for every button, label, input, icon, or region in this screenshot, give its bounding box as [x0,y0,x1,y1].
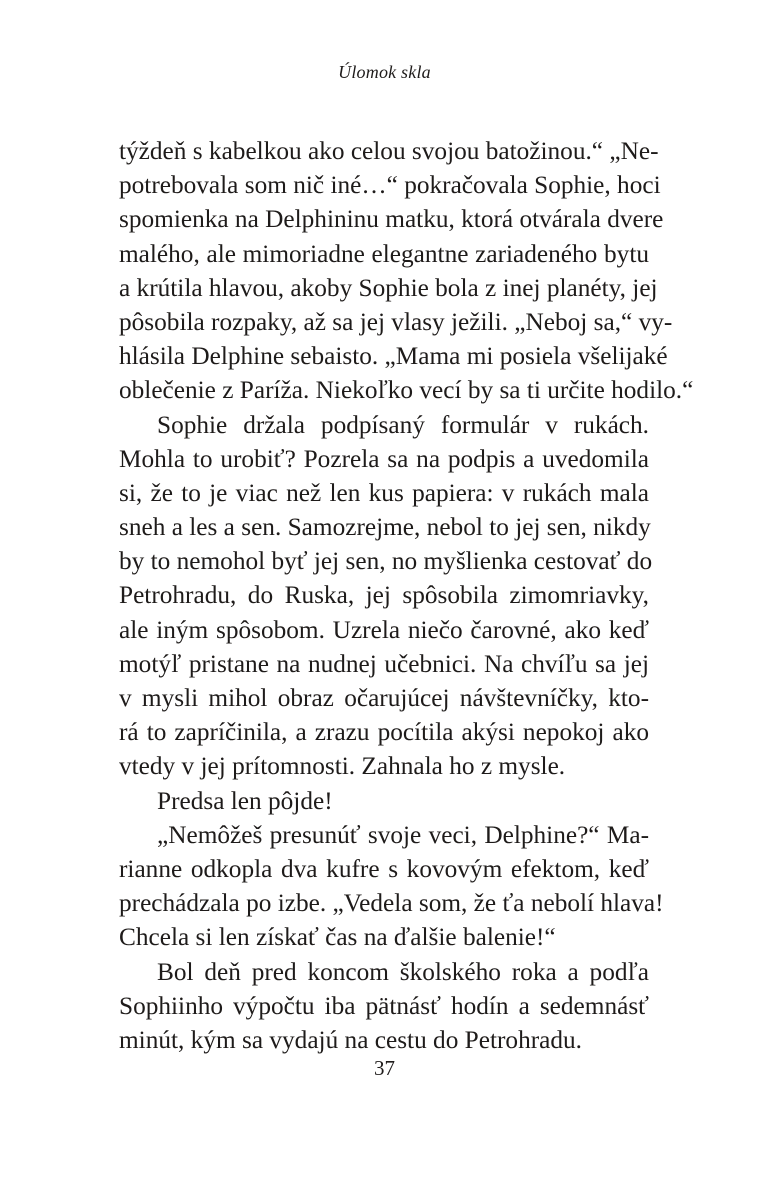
paragraph [119,134,694,408]
text-line: vtedy v jej prítomnosti. Zahnala ho z mysle. [119,752,566,781]
text-line: si, že to je viac než len kus papiera: v rukách mala [119,478,649,507]
text-line: Bol deň pred koncom školského roka a podľa [157,957,649,986]
text-line: potrebovala som nič iné…“ pokračovala Sophie, hoci [119,171,661,200]
text-line: Predsa len pôjde! [157,786,333,815]
paragraph [119,408,653,784]
text-line: prechádzala po izbe. „Vedela som, že ťa nebolí hlava! [119,889,664,918]
text-line: Mohla to urobiť? Pozrela sa na podpis a uvedomila [119,444,649,473]
text-line: rianne odkopla dva kufre s kovovým efektom, keď [119,854,649,883]
text-line: Sophie držala podpísaný formulár v rukách. [157,410,649,439]
text-line: oblečenie z Paríža. Niekoľko vecí by sa ti určite hodilo.“ [119,376,694,405]
page-number: 37 [374,1056,395,1080]
text-line: týždeň s kabelkou ako celou svojou batožinou.“ „Ne- [119,137,659,165]
text-line: v mysli mihol obraz očarujúcej návštevníčky, kto- [119,684,649,712]
text-line: pôsobila rozpaky, až sa jej vlasy ježili. „Neboj sa,“ vy- [119,307,673,336]
text-line: sneh a les a sen. Samozrejme, nebol to jej sen, nikdy [119,513,651,542]
body-text [119,134,694,1057]
text-line: minút, kým sa vydajú na cestu do Petrohradu. [119,1025,582,1054]
text-line: a krútila hlavou, akoby Sophie bola z inej planéty, jej [119,273,658,302]
text-line: Petrohradu, do Ruska, jej spôsobila zimomriavky, [119,581,649,610]
text-line: „Nemôžeš presunúť svoje veci, Delphine?“ Ma- [157,820,649,849]
paragraph [119,784,649,818]
running-head: Úlomok skla [338,62,431,82]
paragraph [119,818,664,955]
paragraph [119,955,649,1058]
text-line: motýľ pristane na nudnej učebnici. Na chvíľu sa jej [119,649,649,678]
text-line: Sophiinho výpočtu iba pätnásť hodín a sedemnásť [119,991,649,1020]
text-line: by to nemohol byť jej sen, no myšlienka cestovať do [119,547,653,576]
text-line: spomienka na Delphininu matku, ktorá otvárala dvere [119,205,664,234]
text-line: rá to zapríčinila, a zrazu pocítila akýsi nepokoj ako [119,718,649,747]
text-line: Chcela si len získať čas na ďalšie balenie!“ [119,923,556,952]
text-line: ale iným spôsobom. Uzrela niečo čarovné, ako keď [119,615,649,644]
text-line: malého, ale mimoriadne elegantne zariadeného bytu [119,239,649,268]
text-line: hlásila Delphine sebaisto. „Mama mi posiela všelijaké [119,342,668,371]
